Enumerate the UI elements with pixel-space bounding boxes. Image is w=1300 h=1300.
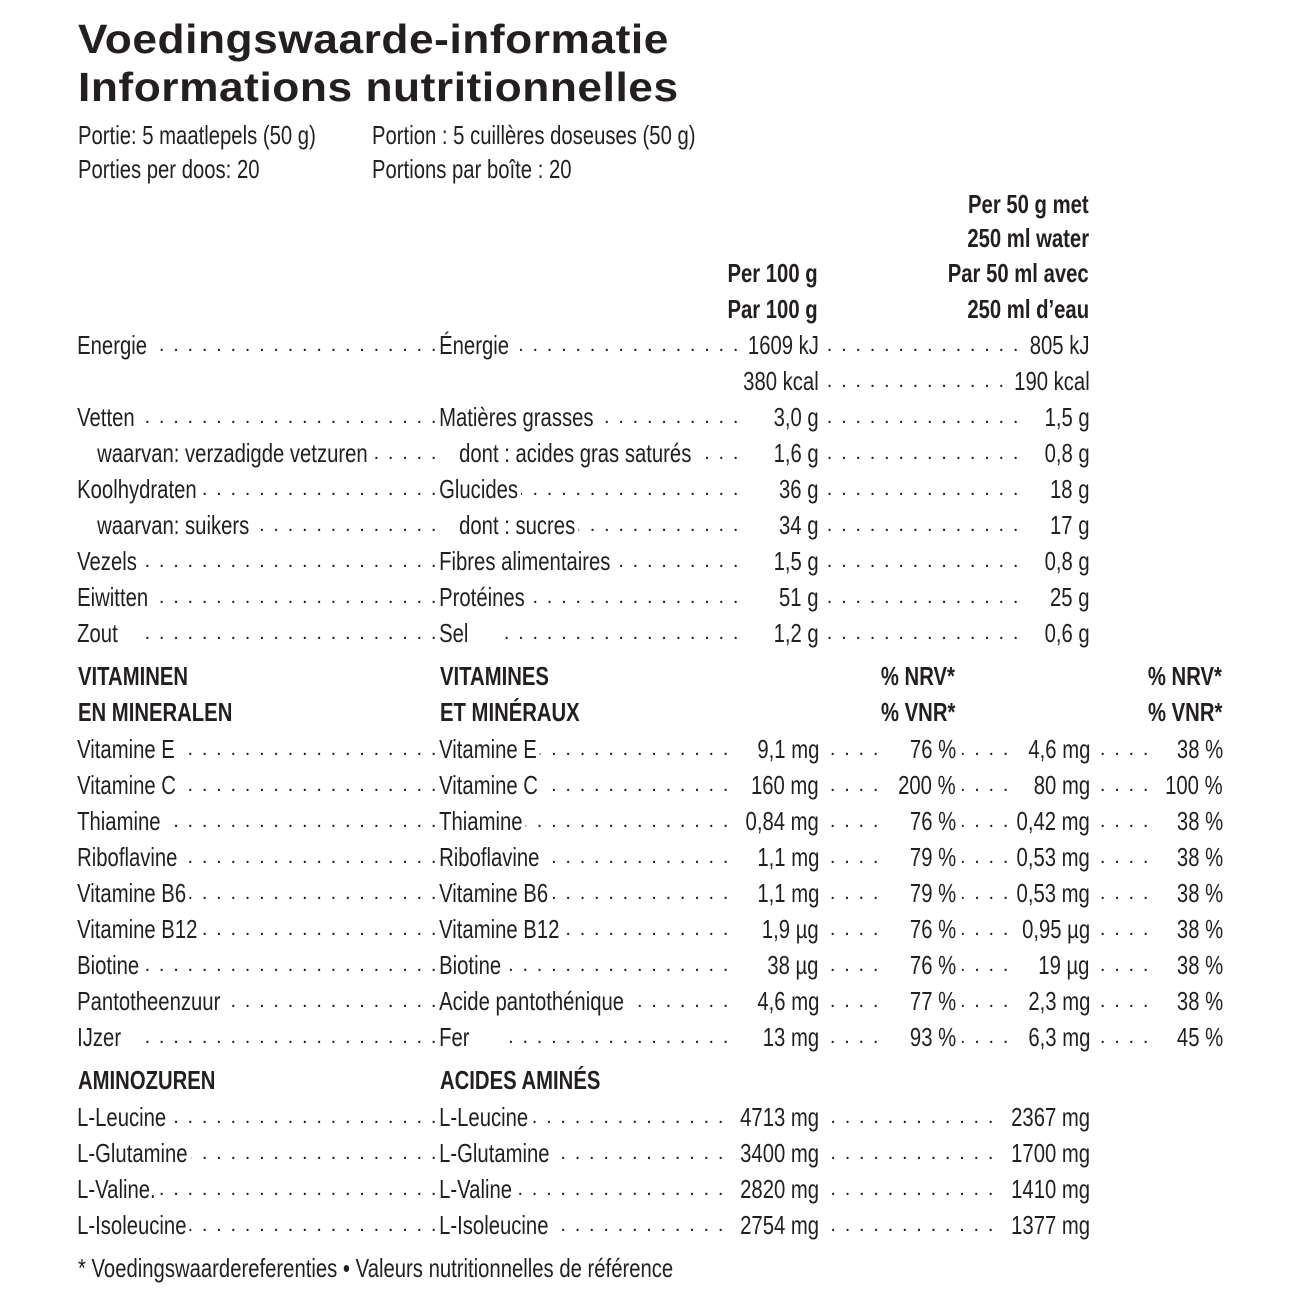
vitamin-nrv-per-serving: 38 % xyxy=(1174,947,1226,983)
nutrient-value-per-serving: 25 g xyxy=(1047,579,1093,615)
nutrient-value-per-100g: 1,6 g xyxy=(771,435,822,471)
vitamin-label-french: Fer xyxy=(436,1019,473,1055)
vitamin-value-per-100g: 1,1 mg xyxy=(754,875,822,911)
nutrient-value-per-serving: 18 g xyxy=(1047,471,1093,507)
amino-value-per-100g: 2754 mg xyxy=(737,1207,822,1243)
dot-leader xyxy=(500,1171,725,1207)
nutrient-label-dutch: Energie xyxy=(74,327,150,363)
dot-leader xyxy=(500,947,730,983)
dot-leader xyxy=(140,803,438,839)
dot-leader xyxy=(500,615,740,651)
nutrient-value-per-100g: 51 g xyxy=(776,579,822,615)
vitamin-nrv-per-100g: 76 % xyxy=(907,947,959,983)
dot-leader xyxy=(1096,947,1150,983)
servings-per-box-dutch: Porties per doos: 20 xyxy=(78,154,260,184)
header-col2-line2: 250 ml water xyxy=(967,223,1089,253)
header-col2-line1: Per 50 g met xyxy=(968,189,1089,219)
nutrient-label-french: Matières grasses xyxy=(436,399,597,435)
dot-leader xyxy=(826,947,880,983)
vitamin-value-per-serving: 2,3 mg xyxy=(1025,983,1093,1019)
dot-leader xyxy=(826,363,1020,399)
dot-leader xyxy=(500,803,730,839)
nutrient-label-dutch: waarvan: suikers xyxy=(94,507,252,543)
vitamin-value-per-serving: 4,6 mg xyxy=(1025,731,1093,767)
title-dutch: Voedingswaarde-informatie xyxy=(78,16,669,62)
vitamin-value-per-100g: 160 mg xyxy=(748,767,822,803)
nutrient-label-french: Fibres alimentaires xyxy=(436,543,614,579)
dot-leader xyxy=(140,327,438,363)
dot-leader xyxy=(1096,875,1150,911)
amino-value-per-serving: 1700 mg xyxy=(1008,1135,1093,1171)
dot-leader xyxy=(140,1099,438,1135)
vitamin-nrv-per-100g: 93 % xyxy=(907,1019,959,1055)
vitamin-label-dutch: Vitamine B12 xyxy=(74,911,200,947)
amino-value-per-100g: 4713 mg xyxy=(737,1099,822,1135)
dot-leader xyxy=(826,507,1020,543)
vitamin-label-dutch: Riboflavine xyxy=(74,839,181,875)
nutrient-label-dutch: waarvan: verzadigde vetzuren xyxy=(94,435,371,471)
header-col1-dutch: Per 100 g xyxy=(727,258,818,288)
nutrient-label-dutch: Zout xyxy=(74,615,121,651)
nutrient-value-per-100g: 1,2 g xyxy=(771,615,822,651)
dot-leader xyxy=(826,1099,995,1135)
vitamin-value-per-serving: 80 mg xyxy=(1030,767,1093,803)
vitamin-nrv-per-100g: 79 % xyxy=(907,875,959,911)
vitamin-nrv-per-100g: 76 % xyxy=(907,731,959,767)
vitamin-label-french: Vitamine C xyxy=(436,767,541,803)
footnote: * Voedingswaardereferenties • Valeurs nutritionnelles de référence xyxy=(78,1253,674,1283)
dot-leader xyxy=(500,327,740,363)
vitamin-value-per-100g: 1,1 mg xyxy=(754,839,822,875)
vitamin-nrv-per-serving: 38 % xyxy=(1174,839,1226,875)
dot-leader xyxy=(826,435,1020,471)
nutrient-value-per-serving: 190 kcal xyxy=(1011,363,1093,399)
dot-leader xyxy=(826,1135,995,1171)
vitamin-value-per-100g: 9,1 mg xyxy=(754,731,822,767)
dot-leader xyxy=(962,1019,1010,1055)
vitamin-nrv-per-serving: 38 % xyxy=(1174,911,1226,947)
amino-label-dutch: L-Leucine xyxy=(74,1099,169,1135)
dot-leader xyxy=(140,579,438,615)
nutrient-value-per-serving: 805 kJ xyxy=(1027,327,1093,363)
amino-label-french: L-Glutamine xyxy=(436,1135,553,1171)
vnr-header-col1: % VNR* xyxy=(880,697,955,727)
amino-label-dutch: L-Valine. xyxy=(74,1171,159,1207)
vitamin-nrv-per-serving: 38 % xyxy=(1174,803,1226,839)
amino-label-dutch: L-Isoleucine xyxy=(74,1207,190,1243)
dot-leader xyxy=(826,767,880,803)
nutrient-value-per-serving: 1,5 g xyxy=(1042,399,1093,435)
vitamin-label-french: Vitamine B12 xyxy=(436,911,562,947)
nutrient-value-per-serving: 17 g xyxy=(1047,507,1093,543)
dot-leader xyxy=(500,1019,730,1055)
amino-label-dutch: L-Glutamine xyxy=(74,1135,191,1171)
dot-leader xyxy=(826,1207,995,1243)
vitamin-nrv-per-100g: 76 % xyxy=(907,911,959,947)
dot-leader xyxy=(500,579,740,615)
nutrient-value-per-100g: 1,5 g xyxy=(771,543,822,579)
title-french: Informations nutritionnelles xyxy=(78,64,679,110)
vitamin-nrv-per-100g: 77 % xyxy=(907,983,959,1019)
dot-leader xyxy=(1096,731,1150,767)
vitamin-label-dutch: Thiamine xyxy=(74,803,164,839)
vitamins-header-french-line2: ET MINÉRAUX xyxy=(440,697,580,727)
amino-value-per-serving: 1377 mg xyxy=(1008,1207,1093,1243)
dot-leader xyxy=(140,767,438,803)
dot-leader xyxy=(962,875,1010,911)
dot-leader xyxy=(140,947,438,983)
dot-leader xyxy=(826,803,880,839)
dot-leader xyxy=(826,579,1020,615)
vitamin-value-per-100g: 0,84 mg xyxy=(742,803,822,839)
vitamin-value-per-serving: 0,95 µg xyxy=(1019,911,1093,947)
vitamin-label-dutch: IJzer xyxy=(74,1019,124,1055)
dot-leader xyxy=(826,983,880,1019)
nutrient-label-dutch: Koolhydraten xyxy=(74,471,200,507)
vitamin-nrv-per-serving: 45 % xyxy=(1174,1019,1226,1055)
vitamins-header-dutch-line2: EN MINERALEN xyxy=(78,697,233,727)
amino-value-per-serving: 2367 mg xyxy=(1008,1099,1093,1135)
dot-leader xyxy=(1096,983,1150,1019)
nutrient-label-dutch: Vetten xyxy=(74,399,138,435)
amino-value-per-100g: 3400 mg xyxy=(737,1135,822,1171)
dot-leader xyxy=(140,399,438,435)
dot-leader xyxy=(962,839,1010,875)
nutrient-value-per-serving: 0,8 g xyxy=(1042,543,1093,579)
nutrient-value-per-100g: 1609 kJ xyxy=(745,327,822,363)
dot-leader xyxy=(826,1019,880,1055)
vitamin-nrv-per-100g: 76 % xyxy=(907,803,959,839)
nrv-header-col2: % NRV* xyxy=(1147,661,1222,691)
vitamin-value-per-serving: 19 µg xyxy=(1036,947,1093,983)
dot-leader xyxy=(1096,803,1150,839)
vitamin-value-per-100g: 1,9 µg xyxy=(759,911,822,947)
vitamin-label-french: Thiamine xyxy=(436,803,526,839)
amino-header-dutch: AMINOZUREN xyxy=(78,1065,216,1095)
dot-leader xyxy=(962,947,1010,983)
dot-leader xyxy=(826,731,880,767)
dot-leader xyxy=(826,1171,995,1207)
nutrient-label-dutch: Vezels xyxy=(74,543,140,579)
dot-leader xyxy=(140,1171,438,1207)
dot-leader xyxy=(826,615,1020,651)
dot-leader xyxy=(500,471,740,507)
vitamin-value-per-100g: 4,6 mg xyxy=(754,983,822,1019)
amino-label-french: L-Valine xyxy=(436,1171,515,1207)
nutrient-value-per-100g: 36 g xyxy=(776,471,822,507)
vitamin-label-dutch: Vitamine B6 xyxy=(74,875,189,911)
dot-leader xyxy=(962,911,1010,947)
vitamin-label-french: Biotine xyxy=(436,947,504,983)
nrv-header-col1: % NRV* xyxy=(880,661,955,691)
amino-value-per-100g: 2820 mg xyxy=(737,1171,822,1207)
dot-leader xyxy=(1096,767,1150,803)
vitamins-header-dutch-line1: VITAMINEN xyxy=(78,661,189,691)
dot-leader xyxy=(1096,911,1150,947)
dot-leader xyxy=(826,471,1020,507)
nutrient-value-per-100g: 34 g xyxy=(776,507,822,543)
dot-leader xyxy=(140,731,438,767)
nutrient-label-french: dont : acides gras saturés xyxy=(456,435,694,471)
dot-leader xyxy=(1096,1019,1150,1055)
amino-label-french: L-Isoleucine xyxy=(436,1207,552,1243)
vitamin-nrv-per-serving: 38 % xyxy=(1174,731,1226,767)
servings-per-box-french: Portions par boîte : 20 xyxy=(372,154,572,184)
vitamin-nrv-per-100g: 79 % xyxy=(907,839,959,875)
vitamin-label-dutch: Pantotheenzuur xyxy=(74,983,223,1019)
dot-leader xyxy=(500,1099,725,1135)
dot-leader xyxy=(826,399,1020,435)
dot-leader xyxy=(140,1019,438,1055)
vitamin-nrv-per-serving: 100 % xyxy=(1162,767,1226,803)
dot-leader xyxy=(140,615,438,651)
serving-size-french: Portion : 5 cuillères doseuses (50 g) xyxy=(372,120,696,150)
header-col2-line3: Par 50 ml avec xyxy=(948,258,1089,288)
dot-leader xyxy=(962,803,1010,839)
vitamin-label-french: Riboflavine xyxy=(436,839,543,875)
nutrient-label-french: Glucides xyxy=(436,471,521,507)
vitamin-label-french: Vitamine E xyxy=(436,731,540,767)
vitamin-nrv-per-100g: 200 % xyxy=(895,767,959,803)
nutrient-label-french: Énergie xyxy=(436,327,512,363)
vitamin-value-per-100g: 13 mg xyxy=(759,1019,822,1055)
vitamin-label-dutch: Biotine xyxy=(74,947,142,983)
vitamin-value-per-100g: 38 µg xyxy=(765,947,822,983)
vitamins-header-french-line1: VITAMINES xyxy=(440,661,549,691)
nutrient-label-french: dont : sucres xyxy=(456,507,578,543)
vitamin-value-per-serving: 0,53 mg xyxy=(1013,875,1093,911)
header-col2-line4: 250 ml d’eau xyxy=(967,294,1089,324)
nutrient-value-per-100g: 380 kcal xyxy=(740,363,822,399)
vitamin-value-per-serving: 0,53 mg xyxy=(1013,839,1093,875)
nutrient-label-french: Sel xyxy=(436,615,472,651)
amino-header-french: ACIDES AMINÉS xyxy=(440,1065,601,1095)
nutrient-label-french: Protéines xyxy=(436,579,528,615)
nutrient-label-dutch: Eiwitten xyxy=(74,579,151,615)
serving-size-dutch: Portie: 5 maatlepels (50 g) xyxy=(78,120,316,150)
vitamin-label-french: Acide pantothénique xyxy=(436,983,627,1019)
vitamin-nrv-per-serving: 38 % xyxy=(1174,875,1226,911)
header-col1-french: Par 100 g xyxy=(727,294,818,324)
nutrient-value-per-serving: 0,8 g xyxy=(1042,435,1093,471)
amino-value-per-serving: 1410 mg xyxy=(1008,1171,1093,1207)
dot-leader xyxy=(826,543,1020,579)
nutrient-value-per-serving: 0,6 g xyxy=(1042,615,1093,651)
vitamin-label-dutch: Vitamine E xyxy=(74,731,178,767)
dot-leader xyxy=(140,839,438,875)
dot-leader xyxy=(826,911,880,947)
dot-leader xyxy=(962,983,1010,1019)
dot-leader xyxy=(826,875,880,911)
dot-leader xyxy=(826,327,1020,363)
dot-leader xyxy=(140,543,438,579)
vitamin-value-per-serving: 6,3 mg xyxy=(1025,1019,1093,1055)
vnr-header-col2: % VNR* xyxy=(1147,697,1222,727)
vitamin-nrv-per-serving: 38 % xyxy=(1174,983,1226,1019)
dot-leader xyxy=(826,839,880,875)
dot-leader xyxy=(1096,839,1150,875)
vitamin-label-french: Vitamine B6 xyxy=(436,875,551,911)
vitamin-value-per-serving: 0,42 mg xyxy=(1013,803,1093,839)
amino-label-french: L-Leucine xyxy=(436,1099,531,1135)
dot-leader xyxy=(962,767,1010,803)
vitamin-label-dutch: Vitamine C xyxy=(74,767,179,803)
nutrient-value-per-100g: 3,0 g xyxy=(771,399,822,435)
dot-leader xyxy=(962,731,1010,767)
